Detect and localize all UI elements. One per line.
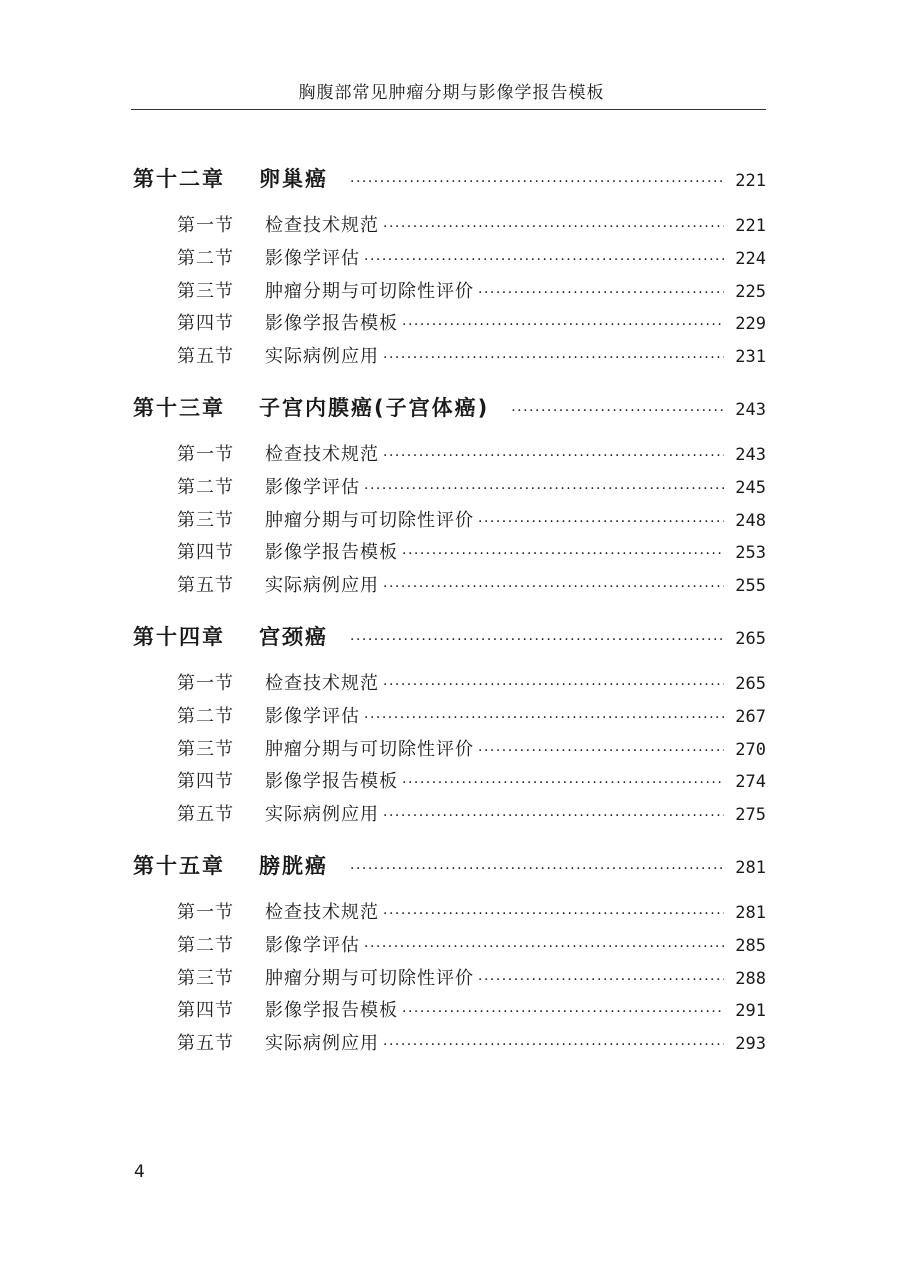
- section-page-number: 255: [735, 576, 766, 597]
- chapter-title: 膀胱癌: [259, 854, 328, 878]
- section-number: 第四节: [177, 542, 234, 564]
- dot-leader: [383, 448, 724, 464]
- toc-section-entry[interactable]: [133, 735, 766, 761]
- chapter-page-number: 243: [735, 400, 766, 420]
- toc-section-entry[interactable]: [133, 244, 766, 270]
- section-page-number: 229: [735, 314, 766, 335]
- section-page-number: 224: [735, 248, 766, 269]
- section-number: 第五节: [177, 804, 234, 826]
- toc-section-entry[interactable]: [133, 473, 766, 499]
- chapter-page-number: 221: [735, 171, 766, 191]
- dot-leader: [350, 174, 724, 190]
- section-page-number: 293: [735, 1034, 766, 1055]
- section-title: 影像学报告模板: [265, 1000, 398, 1022]
- section-page-number: 275: [735, 805, 766, 826]
- section-number: 第二节: [177, 247, 234, 269]
- toc-section-entry[interactable]: [133, 342, 766, 368]
- toc-chapter-entry[interactable]: [133, 163, 766, 193]
- section-title: 检查技术规范: [265, 673, 379, 694]
- toc-section-entry[interactable]: [133, 931, 766, 957]
- toc-section-entry[interactable]: [133, 898, 766, 924]
- dot-leader: [511, 403, 724, 419]
- section-page-number: 231: [735, 347, 766, 368]
- dot-leader: [383, 350, 724, 366]
- section-title: 影像学评估: [265, 247, 360, 269]
- section-page-number: 274: [735, 772, 766, 793]
- dot-leader: [364, 252, 724, 268]
- running-head: 胸腹部常见肿瘤分期与影像学报告模板: [298, 83, 605, 103]
- section-number: 第五节: [177, 575, 234, 597]
- dot-leader: [383, 906, 724, 922]
- section-page-number: 281: [735, 903, 766, 923]
- dot-leader: [364, 710, 724, 726]
- dot-leader: [478, 285, 724, 301]
- toc-section-entry[interactable]: [133, 800, 766, 826]
- section-number: 第五节: [177, 346, 234, 368]
- section-number: 第二节: [177, 476, 234, 498]
- toc-section-entry[interactable]: [133, 571, 766, 597]
- section-title: 影像学评估: [265, 705, 360, 727]
- dot-leader: [350, 861, 724, 877]
- section-number: 第四节: [177, 313, 234, 335]
- section-number: 第一节: [177, 673, 234, 694]
- toc-chapter-entry[interactable]: [133, 392, 766, 422]
- section-title: 影像学报告模板: [265, 313, 398, 335]
- section-number: 第二节: [177, 705, 234, 727]
- chapter-title: 宫颈癌: [259, 625, 328, 649]
- section-number: 第三节: [177, 967, 234, 989]
- toc-section-entry[interactable]: [133, 538, 766, 564]
- section-number: 第一节: [177, 902, 234, 923]
- chapter-number: 第十四章: [133, 625, 225, 649]
- chapter-page-number: 265: [735, 629, 766, 649]
- toc-section-entry[interactable]: [133, 767, 766, 793]
- section-title: 影像学报告模板: [265, 542, 398, 564]
- section-page-number: 288: [735, 968, 766, 989]
- section-title: 肿瘤分期与可切除性评价: [265, 738, 474, 760]
- section-title: 肿瘤分期与可切除性评价: [265, 967, 474, 989]
- section-page-number: 267: [735, 706, 766, 727]
- section-number: 第四节: [177, 771, 234, 793]
- toc-section-entry[interactable]: [133, 211, 766, 237]
- dot-leader: [364, 481, 724, 497]
- dot-leader: [383, 579, 724, 595]
- section-page-number: 265: [735, 674, 766, 694]
- section-page-number: 245: [735, 477, 766, 498]
- section-number: 第一节: [177, 215, 234, 236]
- section-title: 实际病例应用: [265, 575, 379, 597]
- section-title: 实际病例应用: [265, 804, 379, 826]
- section-number: 第二节: [177, 934, 234, 956]
- section-page-number: 253: [735, 543, 766, 564]
- section-title: 肿瘤分期与可切除性评价: [265, 509, 474, 531]
- page-number: 4: [134, 1162, 145, 1182]
- section-number: 第三节: [177, 280, 234, 302]
- dot-leader: [478, 743, 724, 759]
- dot-leader: [383, 1037, 724, 1053]
- toc-chapter-entry[interactable]: [133, 850, 766, 880]
- section-number: 第一节: [177, 444, 234, 465]
- toc-section-entry[interactable]: [133, 702, 766, 728]
- dot-leader: [383, 808, 724, 824]
- dot-leader: [402, 775, 724, 791]
- dot-leader: [402, 317, 724, 333]
- section-title: 影像学评估: [265, 476, 360, 498]
- toc-section-entry[interactable]: [133, 1029, 766, 1055]
- dot-leader: [383, 677, 724, 693]
- section-number: 第三节: [177, 509, 234, 531]
- chapter-number: 第十五章: [133, 854, 225, 878]
- toc-section-entry[interactable]: [133, 996, 766, 1022]
- toc-section-entry[interactable]: [133, 506, 766, 532]
- chapter-number: 第十三章: [133, 396, 225, 420]
- dot-leader: [478, 514, 724, 530]
- toc-section-entry[interactable]: [133, 277, 766, 303]
- section-title: 检查技术规范: [265, 215, 379, 236]
- toc-section-entry[interactable]: [133, 440, 766, 466]
- section-title: 影像学评估: [265, 934, 360, 956]
- toc-section-entry[interactable]: [133, 964, 766, 990]
- dot-leader: [478, 972, 724, 988]
- toc-chapter-entry[interactable]: [133, 621, 766, 651]
- dot-leader: [350, 632, 724, 648]
- section-page-number: 243: [735, 445, 766, 465]
- chapter-number: 第十二章: [133, 167, 225, 191]
- chapter-title: 子宫内膜癌(子宫体癌): [259, 396, 490, 420]
- section-page-number: 225: [735, 281, 766, 302]
- chapter-page-number: 281: [735, 858, 766, 878]
- section-page-number: 270: [735, 739, 766, 760]
- section-page-number: 285: [735, 935, 766, 956]
- section-title: 影像学报告模板: [265, 771, 398, 793]
- section-title: 实际病例应用: [265, 346, 379, 368]
- dot-leader: [402, 546, 724, 562]
- toc-section-entry[interactable]: [133, 669, 766, 695]
- section-number: 第三节: [177, 738, 234, 760]
- chapter-title: 卵巢癌: [259, 167, 328, 191]
- section-title: 肿瘤分期与可切除性评价: [265, 280, 474, 302]
- section-number: 第五节: [177, 1033, 234, 1055]
- section-page-number: 221: [735, 216, 766, 236]
- dot-leader: [364, 939, 724, 955]
- dot-leader: [402, 1004, 724, 1020]
- section-page-number: 248: [735, 510, 766, 531]
- section-page-number: 291: [735, 1001, 766, 1022]
- section-title: 检查技术规范: [265, 902, 379, 923]
- toc-section-entry[interactable]: [133, 309, 766, 335]
- section-title: 实际病例应用: [265, 1033, 379, 1055]
- header-rule: [131, 109, 766, 110]
- section-title: 检查技术规范: [265, 444, 379, 465]
- section-number: 第四节: [177, 1000, 234, 1022]
- dot-leader: [383, 219, 724, 235]
